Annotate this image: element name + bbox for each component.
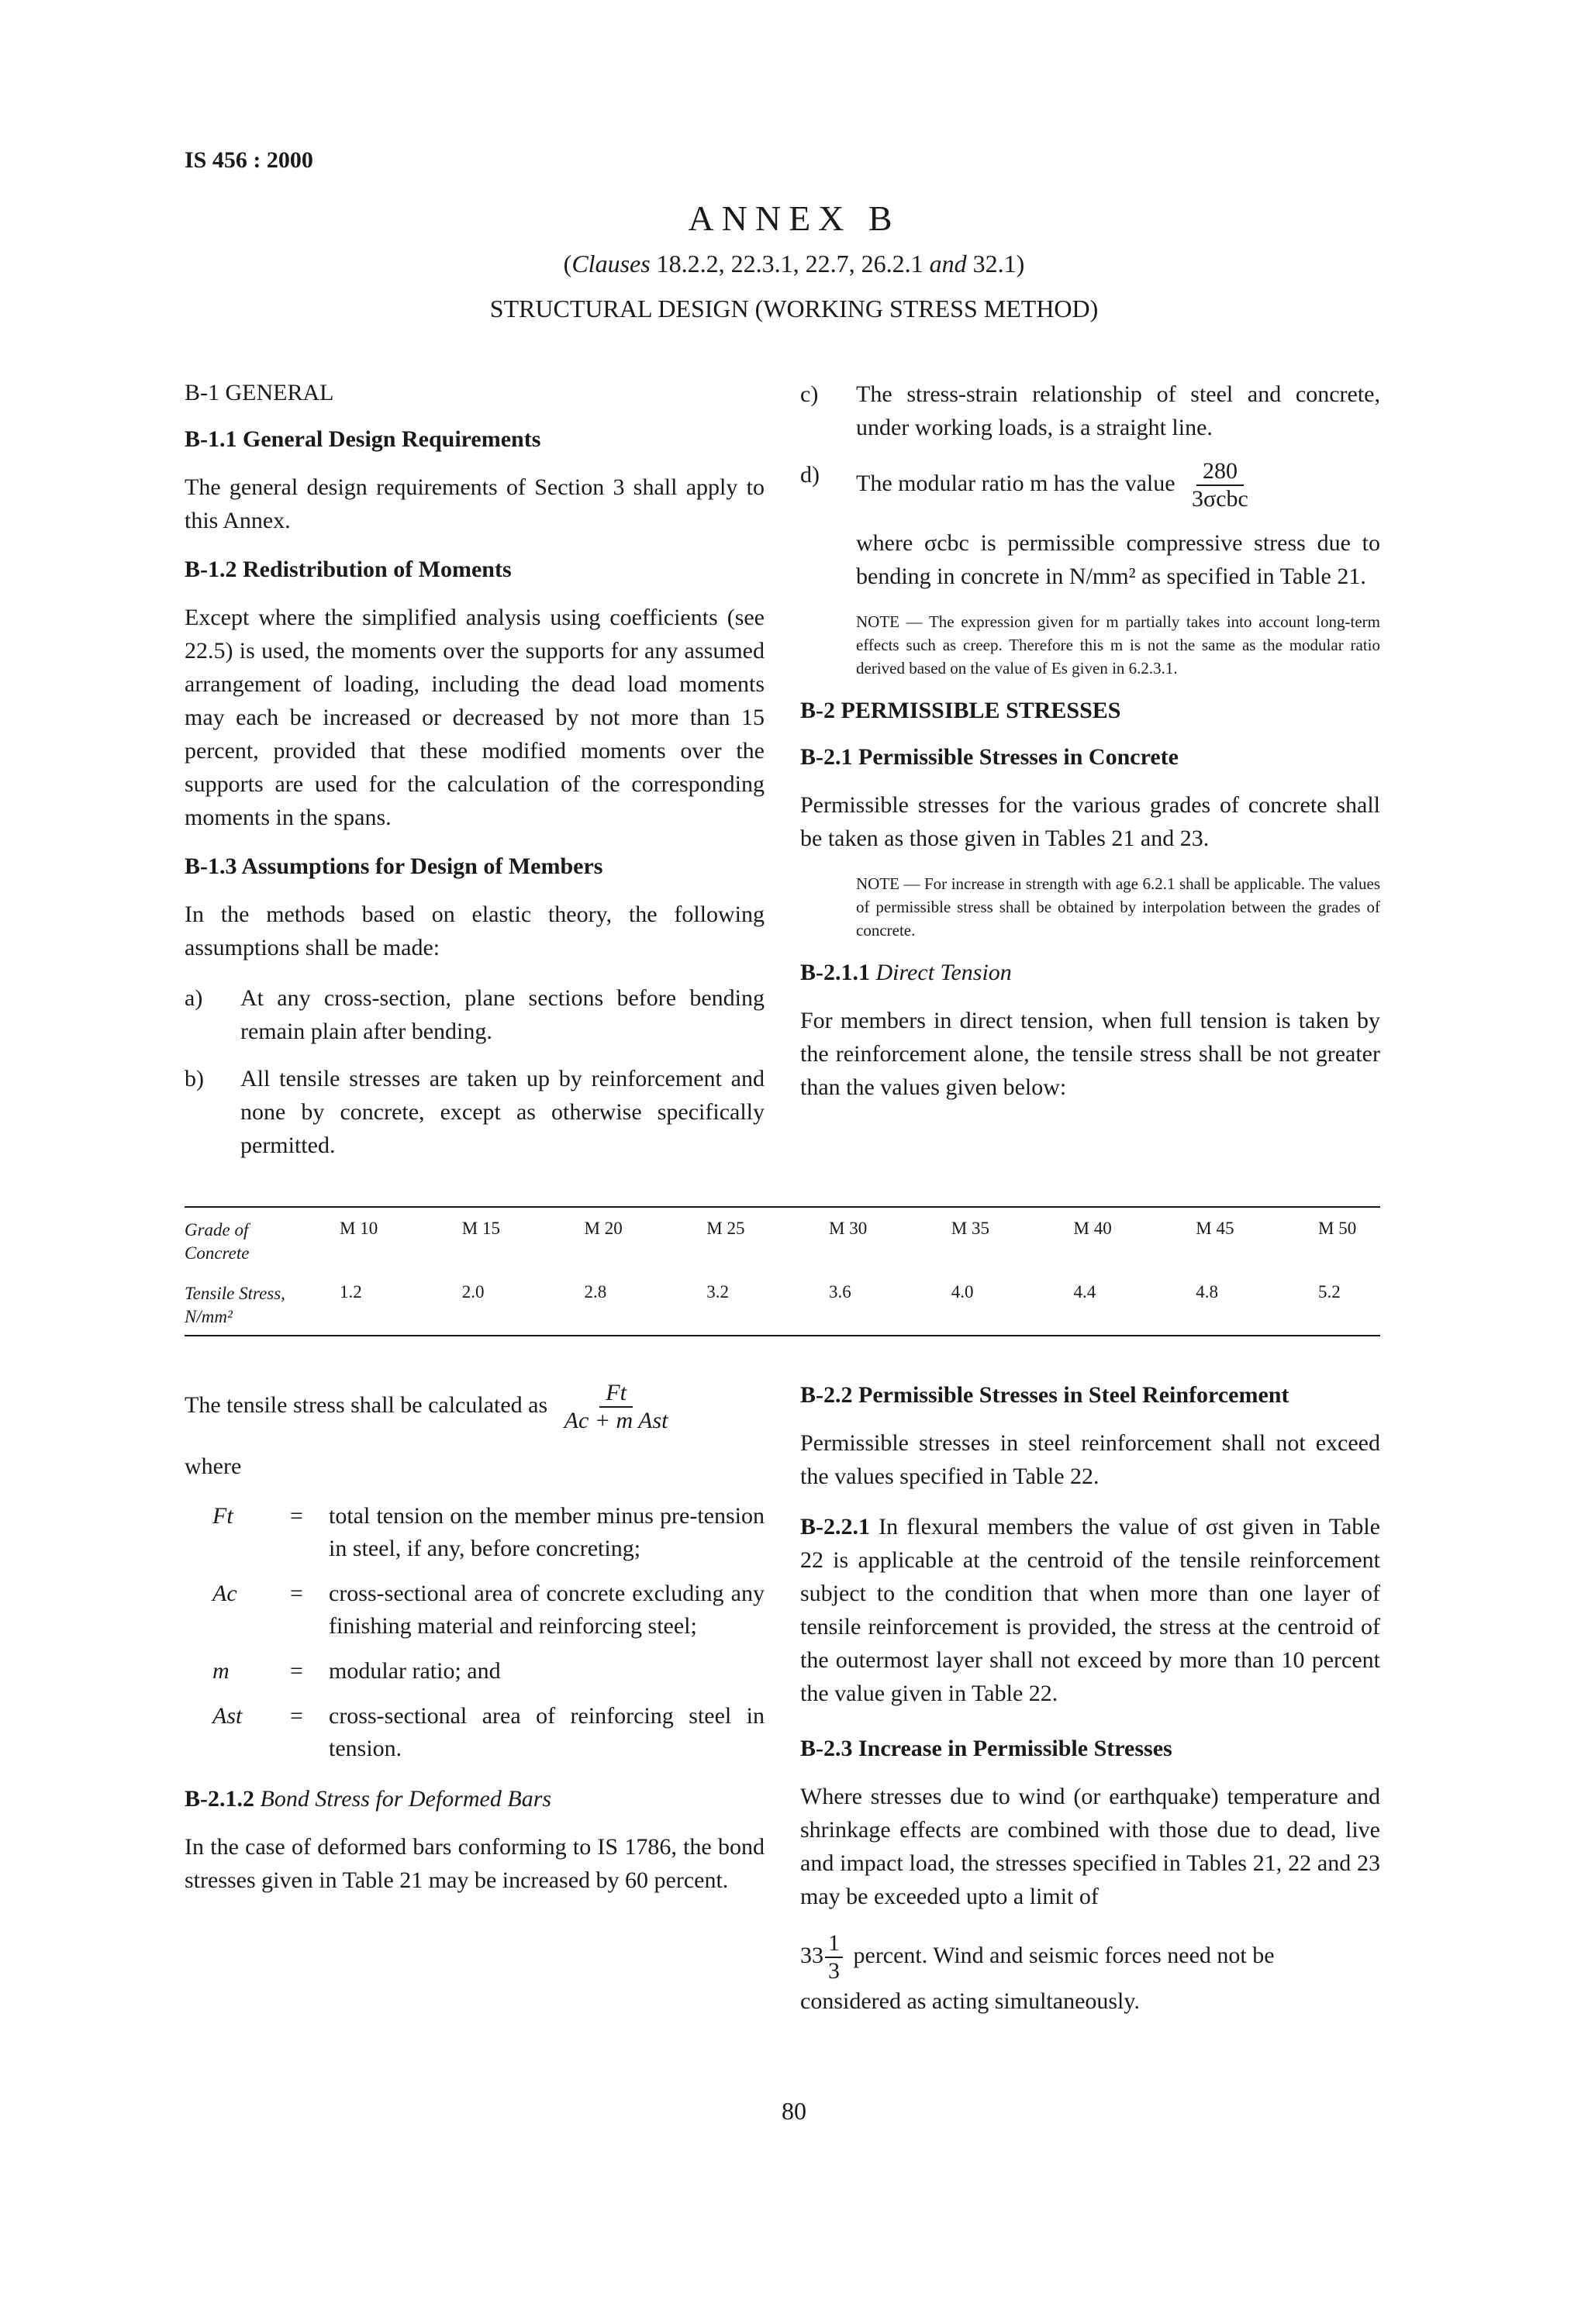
- standard-header: IS 456 : 2000: [185, 147, 313, 173]
- b221-text: In flexural members the value of σst given in Table 22 is applicable at the centroid of the tensile reinforcement subject to the condition that when more than one layer of tensile reinforcement is provided, the stress at the centroid of the outermost layer shall not exceed by more than 10 percent the value given in Table 22.: [800, 1514, 1381, 1706]
- grade-table-bottom-rule: [185, 1335, 1380, 1336]
- grade-label: [185, 1219, 340, 1271]
- right-column-bottom: [800, 1380, 1380, 2018]
- list-text: [856, 458, 1380, 512]
- definition-ac: [212, 1577, 765, 1643]
- stress-cell: 4.8: [1196, 1282, 1218, 1302]
- stress-cell: 3.6: [829, 1282, 851, 1302]
- where-sigma-text: where σcbc is permissible compressive stress due to bending in concrete in N/mm² as specified in Table 21.: [856, 530, 1380, 589]
- stress-cell: 2.0: [461, 1282, 485, 1302]
- b11-text: The general design requirements of Section 3 shall apply to this Annex.: [185, 474, 765, 533]
- list-item-d: [800, 458, 1380, 512]
- grade-cell: M 30: [829, 1219, 868, 1238]
- stress-cell: 2.8: [584, 1282, 607, 1302]
- list-label: a): [185, 985, 203, 1011]
- list-text: All tensile stresses are taken up by reinforcement and none by concrete, except as otherwise specifically permitted.: [240, 1066, 765, 1158]
- grade-label-line2: Concrete: [185, 1243, 250, 1263]
- definition-text: total tension on the member minus pre-tension in steel, if any, before concreting;: [329, 1503, 765, 1561]
- mixed-number-fraction: [825, 1930, 843, 1984]
- fraction-numerator: 1: [825, 1930, 843, 1958]
- note-age-strength: NOTE — For increase in strength with age 6.2.1 shall be applicable. The values of permissible stress shall be obtained by interpolation between the grades of concrete.: [856, 874, 1380, 940]
- clauses-last: 32.1: [972, 250, 1017, 278]
- b22-heading: B-2.2 Permissible Stresses in Steel Reinforcement: [800, 1382, 1289, 1408]
- clauses-list: 18.2.2, 22.3.1, 22.7, 26.2.1: [656, 250, 923, 278]
- clauses-line: (Clauses 18.2.2, 22.3.1, 22.7, 26.2.1 and 32.1): [563, 250, 1025, 278]
- fraction-denominator: 3: [828, 1958, 840, 1984]
- definition-symbol: Ast: [212, 1703, 243, 1729]
- b211-title: Direct Tension: [875, 960, 1012, 985]
- stress-cell: 1.2: [340, 1282, 362, 1302]
- clauses-and: and: [929, 250, 967, 278]
- list-label: b): [185, 1066, 204, 1091]
- definition-ast: [212, 1700, 765, 1765]
- b2-heading: B-2 PERMISSIBLE STRESSES: [800, 698, 1121, 723]
- b221-paragraph: [800, 1510, 1380, 1710]
- b211-text: For members in direct tension, when full tension is taken by the reinforcement alone, the tensile stress shall be not greater than the values given below:: [800, 1008, 1380, 1100]
- stress-cell: 4.0: [951, 1282, 974, 1302]
- b1-heading: B-1 GENERAL: [185, 380, 334, 405]
- grade-cell: M 45: [1196, 1219, 1234, 1238]
- modular-ratio-fraction: [1186, 458, 1255, 512]
- mixed-number-whole: 33: [800, 1942, 823, 1968]
- b212-title: Bond Stress for Deformed Bars: [260, 1786, 552, 1812]
- grade-cell: M 20: [584, 1219, 623, 1238]
- list-label: d): [800, 462, 820, 488]
- list-item-a: [185, 981, 765, 1048]
- stress-label-line2: N/mm²: [185, 1307, 233, 1326]
- definition-text: modular ratio; and: [329, 1658, 501, 1684]
- grade-table-top-rule: [185, 1206, 1380, 1208]
- b212-number: B-2.1.2: [185, 1786, 254, 1812]
- fraction-numerator: 280: [1196, 458, 1244, 486]
- definition-text: cross-sectional area of concrete excluding any finishing material and reinforcing steel;: [329, 1581, 765, 1639]
- definition-m: [212, 1655, 765, 1688]
- b21-text: Permissible stresses for the various grades of concrete shall be taken as those given in Tables 21 and 23.: [800, 792, 1380, 851]
- b212-text: In the case of deformed bars conforming to IS 1786, the bond stresses given in Table 21 may be increased by 60 percent.: [185, 1834, 765, 1893]
- b23-text: Where stresses due to wind (or earthquake) temperature and shrinkage effects are combined with those due to dead, live and impact load, the stresses specified in Tables 21, 22 and 23 may be exceeded upto a limit of: [800, 1784, 1380, 1909]
- b12-heading: B-1.2 Redistribution of Moments: [185, 557, 512, 582]
- list-item-b: [185, 1062, 765, 1162]
- left-column-top: [185, 378, 765, 1176]
- list-text: At any cross-section, plane sections before bending remain plain after bending.: [240, 985, 765, 1044]
- table-row-grade: [185, 1219, 1380, 1271]
- b11-heading: B-1.1 General Design Requirements: [185, 426, 541, 452]
- calc-text: The tensile stress shall be calculated as: [185, 1391, 548, 1418]
- stress-cell: 4.4: [1073, 1282, 1096, 1302]
- grade-cell: M 15: [461, 1219, 500, 1238]
- b21-heading: B-2.1 Permissible Stresses in Concrete: [800, 744, 1179, 770]
- definition-equals: =: [290, 1503, 303, 1529]
- fraction-denominator: Ac + m Ast: [564, 1408, 668, 1433]
- grade-cell: M 25: [706, 1219, 745, 1238]
- fraction-denominator: 3σcbc: [1192, 486, 1248, 512]
- grade-cell: M 40: [1073, 1219, 1112, 1238]
- grade-stress-table: [185, 1219, 1380, 1329]
- list-text: The stress-strain relationship of steel and concrete, under working loads, is a straight line.: [856, 381, 1380, 440]
- b22-text: Permissible stresses in steel reinforcement shall not exceed the values specified in Table 22.: [800, 1430, 1380, 1489]
- list-item-c: [800, 378, 1380, 444]
- stress-label-line1: Tensile Stress,: [185, 1284, 285, 1303]
- b212-heading: [185, 1784, 765, 1815]
- annex-subtitle: STRUCTURAL DESIGN (WORKING STRESS METHOD): [489, 295, 1099, 322]
- definition-symbol: Ac: [212, 1581, 237, 1606]
- modular-ratio-text: The modular ratio m has the value: [856, 470, 1175, 496]
- page-number: 80: [782, 2097, 806, 2125]
- right-column-top: [800, 378, 1380, 1121]
- stress-cell: 5.2: [1318, 1282, 1341, 1302]
- tensile-stress-fraction: [558, 1380, 675, 1434]
- b23-text-continued: percent. Wind and seismic forces need not be considered as acting simultaneously.: [800, 1942, 1275, 2014]
- grade-cell: M 50: [1318, 1219, 1357, 1238]
- stress-cell: 3.2: [706, 1282, 729, 1302]
- definitions-list: [212, 1500, 765, 1765]
- clauses-prefix: Clauses: [571, 250, 651, 278]
- b23-heading: B-2.3 Increase in Permissible Stresses: [800, 1736, 1172, 1761]
- definition-equals: =: [290, 1658, 303, 1684]
- definition-equals: =: [290, 1703, 303, 1729]
- b23-fraction-line: [800, 1930, 1380, 2018]
- b211-number: B-2.1.1: [800, 960, 870, 985]
- left-column-bottom: [185, 1380, 765, 1914]
- annex-title: ANNEX B: [688, 198, 900, 238]
- definition-symbol: m: [212, 1658, 230, 1684]
- note-modular-ratio: NOTE — The expression given for m partially takes into account long-term effects such as creep. Therefore this m is not the same as the modular ratio derived based on the value of Es given in 6.2.3.1.: [856, 612, 1380, 678]
- table-row-stress: [185, 1271, 1380, 1329]
- b221-number: B-2.2.1: [800, 1514, 870, 1540]
- definition-text: cross-sectional area of reinforcing steel in tension.: [329, 1703, 765, 1761]
- grade-cell: M 35: [951, 1219, 989, 1238]
- where-label: where: [185, 1453, 242, 1479]
- grade-label-line1: Grade of: [185, 1220, 249, 1240]
- b13-text: In the methods based on elastic theory, the following assumptions shall be made:: [185, 902, 765, 960]
- definition-equals: =: [290, 1581, 303, 1606]
- list-label: c): [800, 381, 819, 407]
- definition-symbol: Ft: [212, 1503, 233, 1529]
- grade-cell: M 10: [340, 1219, 378, 1238]
- b13-heading: B-1.3 Assumptions for Design of Members: [185, 853, 603, 879]
- definition-ft: [212, 1500, 765, 1565]
- calc-line: [185, 1380, 765, 1434]
- fraction-numerator: Ft: [599, 1380, 633, 1408]
- b211-heading: [800, 957, 1380, 988]
- stress-label: [185, 1271, 340, 1329]
- b12-text: Except where the simplified analysis using coefficients (see 22.5) is used, the moments over the supports for any assumed arrangement of loading, including the dead load moments may each be increased or decreased by not more than 15 percent, provided that these modified moments over the supports are used for the calculation of the corresponding moments in the spans.: [185, 605, 765, 830]
